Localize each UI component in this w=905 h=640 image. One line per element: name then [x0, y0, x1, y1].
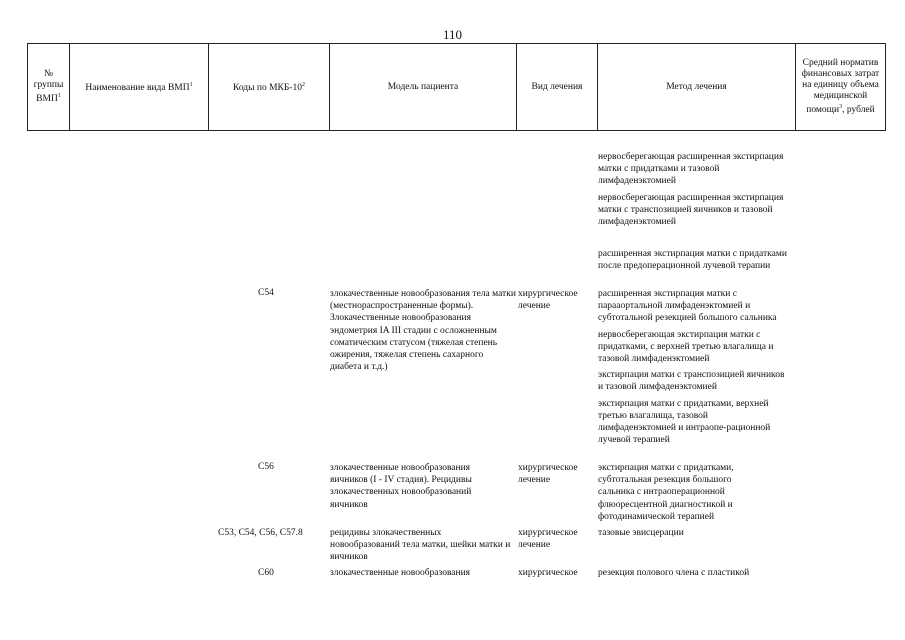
method-item: экстирпация матки с придатками, верхней третью влагалища, тазовой лимфаденэктомией и интраопе-рационной лучевой терапией: [598, 398, 771, 446]
row-c54-codes: C54: [258, 288, 274, 298]
header-method: Метод лечения: [598, 44, 796, 131]
header-name: Наименование вида ВМП$^1$: [70, 44, 209, 131]
row-c56-codes: C56: [258, 462, 274, 472]
row-recurrence-model: рецидивы злокачественных новообразований тела матки, шейки матки и яичников: [330, 528, 511, 563]
continuation-methods-2: [598, 248, 788, 276]
method-item: экстирпация матки с транспозицией яичников и тазовой лимфаденэктомией: [598, 370, 785, 393]
header-group: № группы ВМП$^1$: [28, 44, 70, 131]
method-item: нервосберегающая расширенная экстирпация матки с придатками и тазовой лимфаденэктомией: [598, 152, 784, 187]
method-item: резекция полового члена с пластикой: [598, 568, 750, 578]
header-cost: Средний норматив финансовых затрат на единицу объема медицинской помощи$^3$, рублей: [796, 44, 886, 131]
method-item: экстирпация матки с придатками, субтотальная резекция большого сальника с интраоперационной флюоресцентной диагностикой и фотодинамической терапией: [598, 463, 734, 522]
header-model: Модель пациента: [330, 44, 517, 131]
row-c56-type: хирургическое лечение: [518, 463, 578, 486]
method-item: тазовые эвисцерации: [598, 528, 684, 538]
header-codes: Коды по МКБ-$10^2$: [209, 44, 330, 131]
row-c56-model: злокачественные новообразования яичников (I - IV стадия). Рецидивы злокачественных новообразований яичников: [330, 463, 472, 510]
row-c60-model: злокачественные новообразования: [330, 568, 471, 578]
continuation-methods: [598, 151, 788, 232]
row-c54-methods: [598, 288, 788, 450]
row-recurrence-methods: [598, 527, 788, 543]
row-c60-codes: C60: [258, 568, 274, 578]
row-recurrence-type: хирургическое лечение: [518, 528, 578, 551]
method-item: нервосберегающая экстирпация матки с придатками, с верхней третью влагалища и тазовой лимфаденэктомией: [598, 329, 774, 365]
row-c56-methods: [598, 462, 770, 527]
page-number: 110: [442, 27, 463, 42]
method-item: расширенная экстирпация матки с придатками после предоперационной лучевой терапии: [598, 249, 787, 272]
row-c54-type: хирургическое лечение: [518, 289, 578, 312]
row-c54-model: злокачественные новообразования тела матки (местнораспространенные формы). Злокачественные новообразования эндометрия IA III стадии с осложненным соматическим статусом (тяжелая степень ожирения, тяжелая степень сахарного диабета и т.д.): [330, 289, 516, 373]
row-recurrence-codes: C53, C54, C56, C57.8: [218, 528, 303, 538]
method-item: нервосберегающая расширенная экстирпация матки с транспозицией яичников и тазовой лимфаденэктомией: [598, 192, 784, 228]
table-header: [27, 43, 886, 131]
method-item: расширенная экстирпация матки с парааортальной лимфаденэктомией и субтотальной резекцией большого сальника: [598, 289, 777, 324]
header-type: Вид лечения: [517, 44, 598, 131]
row-c60-methods: [598, 567, 798, 583]
row-c60-type: хирургическое: [518, 568, 578, 578]
